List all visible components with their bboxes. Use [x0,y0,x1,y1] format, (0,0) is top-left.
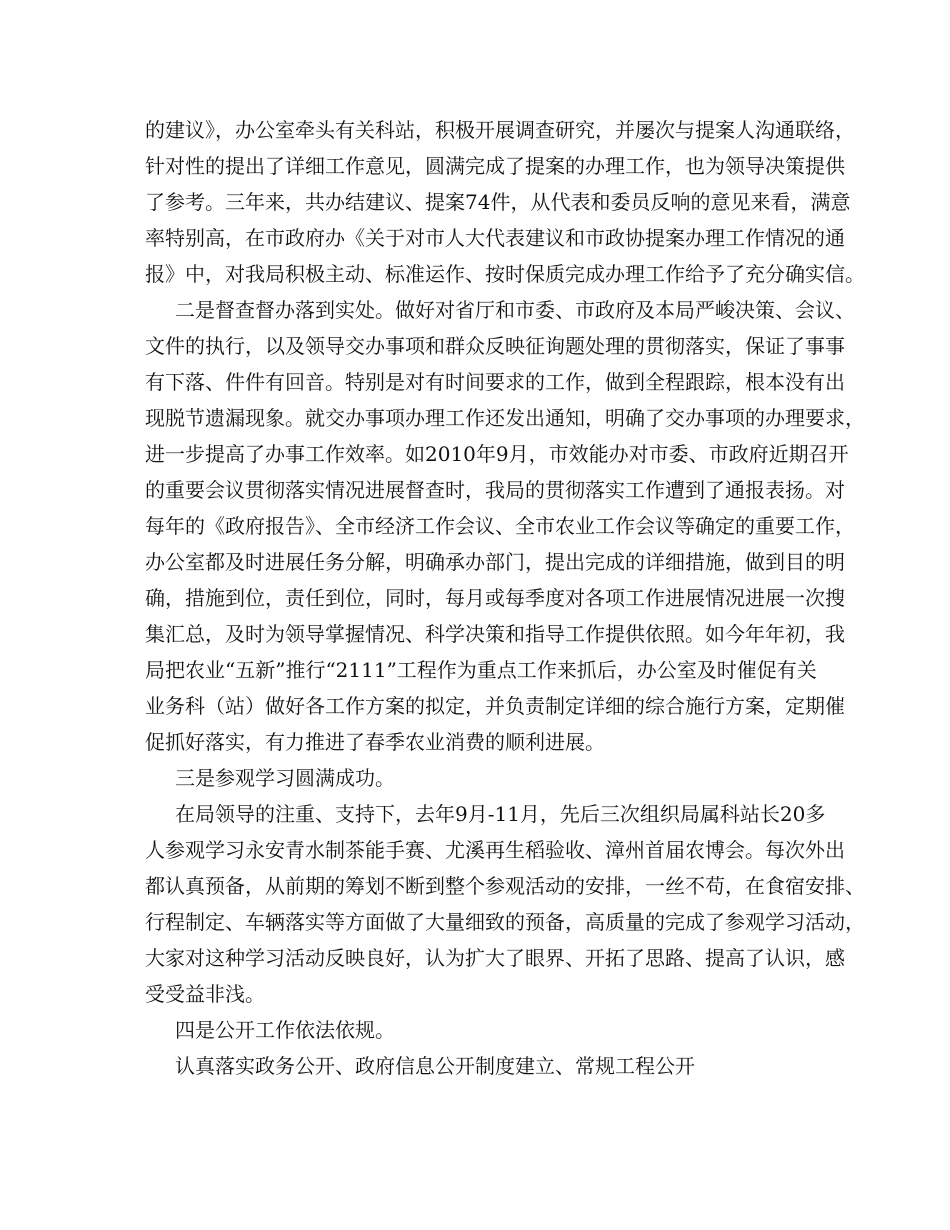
text-line: 每年的《政府报告》、全市经济工作会议、全市农业工作会议等确定的重要工作， [145,514,855,538]
text-line: 文件的执行，以及领导交办事项和群众反映征询题处理的贯彻落实，保证了事事 [145,334,845,358]
text-line: 确，措施到位，责任到位，同时，每月或每季度对各项工作进展情况进展一次搜 [145,586,845,610]
text-line: 在局领导的注重、支持下，去年9月-11月，先后三次组织局属科站长20多 [175,802,826,826]
text-line: 大家对这种学习活动反映良好，认为扩大了眼界、开拓了思路、提高了认识，感 [145,946,845,970]
text-line: 有下落、件件有回音。特别是对有时间要求的工作，做到全程跟踪，根本没有出 [145,370,845,394]
text-line: 受受益非浅。 [145,982,265,1006]
text-line: 业务科（站）做好各工作方案的拟定，并负责制定详细的综合施行方案，定期催 [145,694,845,718]
text-line: 的建议》，办公室牵头有关科站，积极开展调查研究，并屡次与提案人沟通联络， [145,118,855,142]
text-line: 集汇总，及时为领导掌握情况、科学决策和指导工作提供依照。如今年年初，我 [145,622,845,646]
text-line: 人参观学习永安青水制茶能手赛、尤溪再生稻验收、漳州首届农博会。每次外出 [145,838,845,862]
text-line: 现脱节遗漏现象。就交办事项办理工作还发出通知，明确了交办事项的办理要求， [145,406,865,430]
text-line: 行程制定、车辆落实等方面做了大量细致的预备，高质量的完成了参观学习活动， [145,910,865,934]
text-line: 进一步提高了办事工作效率。如2010年9月，市效能办对市委、市政府近期召开 [145,442,849,466]
text-line: 都认真预备，从前期的筹划不断到整个参观活动的安排，一丝不苟，在食宿安排、 [145,874,865,898]
document-body [145,112,865,1084]
text-line: 局把农业“五新”推行“2111”工程作为重点工作来抓后，办公室及时催促有关 [145,658,817,682]
text-line: 二是督查督办落到实处。做好对省厅和市委、市政府及本局严峻决策、会议、 [175,298,855,322]
text-line: 促抓好落实，有力推进了春季农业消费的顺利进展。 [145,730,605,754]
text-line: 的重要会议贯彻落实情况进展督查时，我局的贯彻落实工作遭到了通报表扬。对 [145,478,845,502]
text-line: 认真落实政务公开、政府信息公开制度建立、常规工程公开 [175,1054,695,1078]
text-line: 率特别高，在市政府办《关于对市人大代表建议和市政协提案办理工作情况的通 [145,226,845,250]
text-line: 办公室都及时进展任务分解，明确承办部门，提出完成的详细措施，做到目的明 [145,550,845,574]
text-line: 四是公开工作依法依规。 [175,1018,395,1042]
text-line: 了参考。三年来，共办结建议、提案74件，从代表和委员反响的意见来看，满意 [145,190,851,214]
text-line: 三是参观学习圆满成功。 [175,766,395,790]
text-line: 报》中，对我局积极主动、标准运作、按时保质完成办理工作给予了充分确实信。 [145,262,865,286]
text-line: 针对性的提出了详细工作意见，圆满完成了提案的办理工作，也为领导决策提供 [145,154,845,178]
